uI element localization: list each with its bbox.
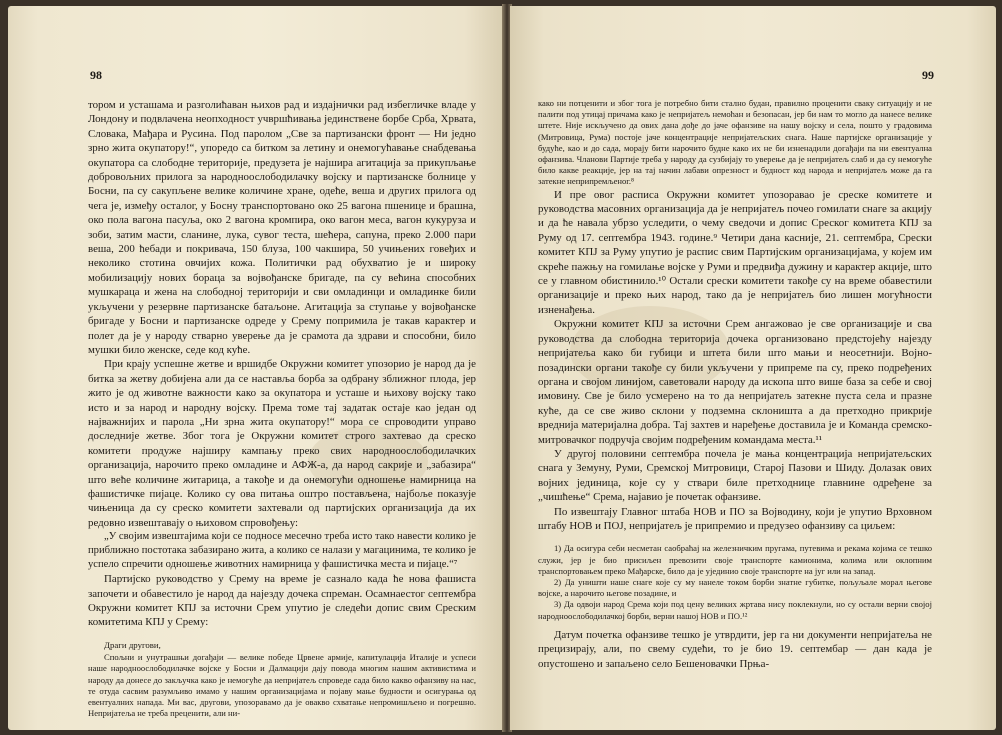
objective-item: 2) Да уништи наше снаге које су му нанеле током борби знатне губитке, пољуљале морал његове војске, а нарочито његове позадине, и [538,576,932,599]
left-paragraph: „У својим извештајима који се подносе месечно треба исто тако навести колико је приближно постотака забазирано жита, а колико се налази у магацинима, те колико је успело спречити одношење животних намирница у фашистичка места и пијаце.“⁷ [88,531,476,571]
left-paragraph: тором и усташама и разголићаван њихов рад и издајнички рад избегличке владе у Лондону и подвлачена неопходност учвршћивања јединствене борбе Срба, Хрвата, Словака, Мађара и Русина. Под паролом „Све за партизански фронт — Ни једно зрно жита окупатору!“, упоредо са битком за летину и онемогућавање снабдевања окупатора са слободне територије, предузета је најшира агитација за прикупљање добровољних прилога за народноослободилачку војску и партизанске болнице у Босни, па су сакупљене велике количине хране, одеће, веша и других прилога од чега је, између осталог, у Босну транспортовано око 25 вагона пшенице и брашна, око пола вагона пасуља, око 2 вагона кромпира, око вагон меса, вагон кукуруза и зоби, затим масти, сланине, лука, сувог теста, шећера, сапуна, преко 2.000 пари веша, 200 ћебади и покривача, 150 блуза, 100 чакшира, 50 учињених говеђих и неколико стотина овчијих кожа. Политички рад обухватио је и широку мобилизацију нових бораца за војвођанске бригаде, па су већина способних мушкараца и жена на слободној територији и сви омладинци и омладинке били укључени у резервне партизанске батаљоне. Агитација за ступање у војвођанске бригаде у Босни и партизанске одреде у Срему попримила је такав карактер и полет да је у народу стварно уверење да је срамота да здрави и способни, било мушки било женске, седе код куће. [88,99,476,356]
right-paragraph: У другој половини септембра почела је мања концентрација непријатељских снага у Земуну, Руми, Сремској Митровици, Старој Пазови и Шиду. Долазак ових војних јединица, које су у ствари биле претходнице главнине одређене за „чишћење“ Срема, најавио је почетак офанзиве. [538,447,932,504]
page-number-left: 98 [90,68,102,82]
left-paragraph: Партијско руководство у Срему на време је сазнало када ће нова фашиста започети и обавестило је народ да најезду дочека спреман. Осамнаестог септембра Окружни комитет КПЈ за источни Срем упутио је следећи допис свим Среским комитетима КПЈ у Срему: [88,573,476,629]
left-paragraph: Спољни и унутрашњи догађаји — велике победе Црвене армије, капитулација Италије и успеси наше народноослободилачке војске у Босни и Далмацији дају повода многим нашим активистима и народу да донесе до закључка како је немогуће да непријатељ спроведе сада било какво офанзиву на нас, те отуда сасвим разумљиво имамо у нашим организацијама и појаву мање будности и осигурања од евентуалних напада. Ми вас, другови, упозоравамо да је овакво схватање непромишљено и погрешно. Непријатеља не треба преценити, али ни- [88,652,476,719]
right-page-text [538,98,932,671]
right-paragraph: По извештају Главног штаба НОВ и ПО за Војводину, који је упутио Врховном штабу НОВ и ПОЈ, непријатељ је припремио и предузео офанзиву са циљем: [538,505,932,532]
objectives-list [538,543,932,621]
right-paragraph: како ни потценити и због тога је потребно бити стално будан, правилно проценити сваку ситуацију и не палити под утицај причама како је непријатељ немоћан и безопасан, јер би нам то могло да нанесе велике штете. Није искључено да ових дана дође до јаче офанзиве на нашу војску и села, пошто у градовима (Митровица, Рума) постоје јаче концентрације непријатељских снага. Наше партијске организације у будуће, као и до сада, морају бити нарочито будне како их не би изненадили догађаји па ни евентуална офанзива. Чланови Партије треба у народу да сузбијају то уверење да је непријатељ слаб и да су немогуће било какве реакције, јер на тај начин лабави опрезност и будност код народа и непријатељ може да га затекне неприпремљеног.⁸ [538,98,932,187]
left-paragraph: При крају успешне жетве и вршидбе Окружни комитет упозорио је народ да је битка за жетву добијена али да се наставља борба за одбрану зближног плода, јер жито је од животне важности како за окупатора и усташе и њихову војску тако исто и за народ и народну војску. Према томе тај задатак остаје као један од најважнијих и парола „Ни зрна жита окупатору!“ мора се спроводити управо доследније жетве. Због тога је Окружни комитет строго захтевао да среско комитети продуже најширу кампању преко свих народноослободилачких организација, нарочито преко омладине и АФЖ-а, да народ сакрије и „забазира“ што веће количине житарица, а такође и да онемогући одношење намирница на фашистичке пијаце. Колико су ова питања оштро постављена, најбоље показује чињеница да су среско комитети захтевали од партијских организација да их редовно извештавају о њиховом спровођењу: [88,358,476,529]
right-paragraph: И пре овог расписа Окружни комитет упозоравао је среске комитете и руководства масовних организација да је непријатељ почео гомилати снаге за акцију и да ће навала убрзо уследити, о чему сведочи и допис Среског комитета КПЈ за Руму од 17. септембра 1943. године.⁹ Четири дана касније, 21. септембра, Срески комитет КПЈ за Руму упутио је распис свим Партијским организацијама, у којем им скреће пажњу на гомилање војске у Руми и предвиђа дужину и карактер акције, што се у главном обистинило.¹⁰ Остали срески комитети такође су на време обавестили организације и преко њих народ, тако да је непријатељ био лишен могућности изненађења. [538,188,932,316]
left-page-text [88,98,476,719]
objective-item: 1) Да осигура себи несметан саобраћај на железничким пругама, путевима и рекама којима се тешко служи, јер је био присиљен превозити своје транспорте камионима, колима или оклопним транспортовањем преко Мађарске, било да је ујединио своје транспорте на југ или на запад. [538,543,932,576]
left-paragraph: Драги другови, [104,639,161,650]
right-page [510,6,996,730]
left-page [8,6,504,730]
right-paragraph: Окружни комитет КПЈ за источни Срем ангажовао је све организације и сва руководства да слободна територија дочека организовано предстојећу најезду непријатеља како би губици и штета били што мањи и неосетнији. Војно-позадински органи такође су били укључени у припреме па су, преко подређених органа и својом линијом, саветовали народу да ископа што више база за себе и свој имовину. Све је било усмерено на то да непријатељ затекне пуста села и празне куће, да се све живо склони у подземна склоништа а да претходно прикрије вреднија материјална добра. Тај захтев и наређење доставила је и Команда сремско-митровачког подручја својим подређеним командама места.¹¹ [538,318,932,446]
page-number-right: 99 [922,68,934,82]
objective-item: 3) Да одвоји народ Срема који под цену великих жртава нису поклекнули, но су остали верни својој народноослободилачкој борби, верни нашој НОВ и ПО.¹² [538,599,932,621]
closing-paragraph: Датум почетка офанзиве тешко је утврдити, јер га ни документи непријатеља не прецизирају, али, по свему судећи, то је био 19. септембар — дан када је опустошено и запаљено село Бешеновачки Прња- [538,628,932,670]
